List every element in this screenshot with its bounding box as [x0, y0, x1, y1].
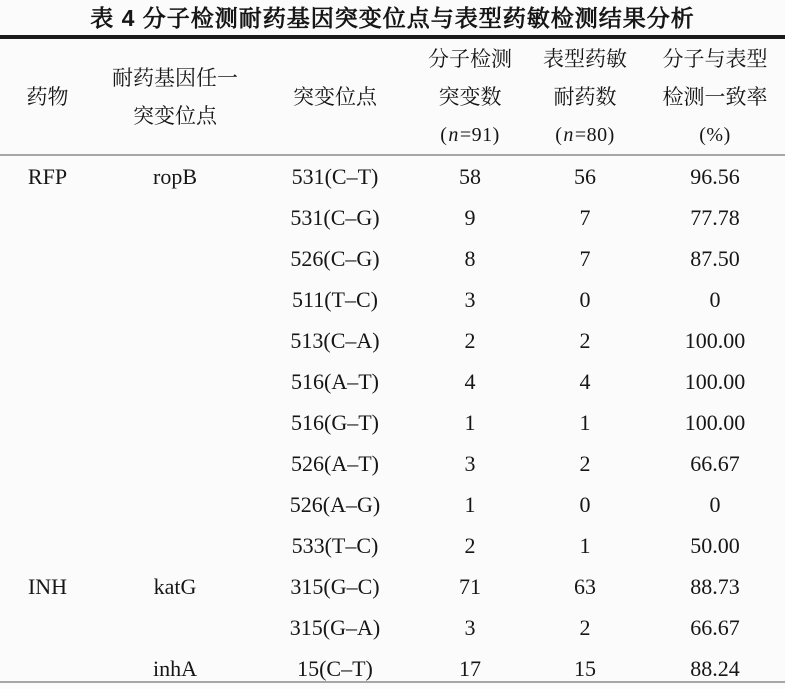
- column-header-label: 分子与表型: [662, 46, 768, 71]
- column-header-phenotypic-dst: [525, 39, 645, 154]
- molecular-count-cell: 2: [464, 328, 476, 353]
- site-cell: 15(C–T): [297, 656, 373, 681]
- column-header-label: 检测一致率: [662, 84, 768, 109]
- count-value: =80): [574, 123, 615, 146]
- gene-cell: [95, 525, 255, 566]
- gene-cell: inhA: [153, 656, 197, 681]
- table-row: [0, 525, 785, 566]
- drug-cell: [0, 320, 95, 361]
- phenotypic-count-cell: 1: [579, 410, 591, 435]
- table-header: [0, 39, 785, 156]
- gene-cell: [95, 320, 255, 361]
- table-row: [0, 484, 785, 525]
- table-row: [0, 279, 785, 320]
- phenotypic-count-cell: 56: [574, 164, 596, 189]
- phenotypic-count-cell: 7: [579, 246, 591, 271]
- concordance-cell: 88.24: [690, 656, 740, 681]
- concordance-cell: 100.00: [684, 369, 746, 394]
- sample-count-label: [555, 116, 615, 154]
- sample-count-label: [440, 116, 500, 154]
- gene-cell: [95, 484, 255, 525]
- molecular-count-cell: 1: [464, 410, 476, 435]
- column-header-drug: [0, 39, 95, 154]
- site-cell: 526(A–T): [291, 451, 379, 476]
- drug-cell: [0, 197, 95, 238]
- gene-cell: [95, 402, 255, 443]
- column-header-label: 突变位点: [133, 103, 217, 128]
- drug-cell: [0, 607, 95, 648]
- concordance-cell: 77.78: [690, 205, 740, 230]
- drug-cell: [0, 525, 95, 566]
- column-header-molecular-detection: [415, 39, 525, 154]
- site-cell: 526(C–G): [290, 246, 380, 271]
- site-cell: 531(C–T): [291, 164, 379, 189]
- site-cell: 315(G–A): [289, 615, 381, 640]
- column-header-label: 耐药数: [553, 84, 617, 109]
- molecular-count-cell: 71: [459, 574, 481, 599]
- phenotypic-count-cell: 0: [579, 287, 591, 312]
- site-cell: 526(A–G): [289, 492, 381, 517]
- table-row: [0, 238, 785, 279]
- count-value: =91): [459, 123, 500, 146]
- concordance-cell: 96.56: [690, 164, 740, 189]
- table-title: 表 4 分子检测耐药基因突变位点与表型药敏检测结果分析: [90, 5, 695, 31]
- table-row: [0, 361, 785, 402]
- column-header-label: 突变位点: [293, 84, 377, 109]
- site-cell: 511(T–C): [292, 287, 378, 312]
- column-header-label: 表型药敏: [543, 46, 627, 71]
- table-row: [0, 402, 785, 443]
- site-cell: 516(A–T): [291, 369, 379, 394]
- percent-unit-label: (%): [699, 123, 731, 146]
- molecular-count-cell: 2: [464, 533, 476, 558]
- table-row: [0, 197, 785, 238]
- gene-cell: [95, 238, 255, 279]
- table-row: [0, 156, 785, 197]
- gene-cell: [95, 361, 255, 402]
- table-row: [0, 566, 785, 607]
- site-cell: 531(C–G): [290, 205, 380, 230]
- phenotypic-count-cell: 2: [579, 328, 591, 353]
- site-cell: 516(G–T): [291, 410, 379, 435]
- molecular-count-cell: 1: [464, 492, 476, 517]
- drug-cell: [0, 402, 95, 443]
- molecular-count-cell: 4: [464, 369, 476, 394]
- concordance-cell: 88.73: [690, 574, 740, 599]
- phenotypic-count-cell: 63: [574, 574, 596, 599]
- drug-cell: RFP: [27, 164, 68, 189]
- n-variable: n: [563, 123, 574, 146]
- gene-cell: [95, 197, 255, 238]
- concordance-cell: 100.00: [684, 410, 746, 435]
- concordance-cell: 50.00: [690, 533, 740, 558]
- molecular-count-cell: 3: [464, 287, 476, 312]
- drug-cell: [0, 279, 95, 320]
- drug-cell: [0, 484, 95, 525]
- concordance-cell: 0: [709, 287, 721, 312]
- phenotypic-count-cell: 15: [574, 656, 596, 681]
- paren-open: (: [555, 123, 563, 146]
- table-row: [0, 607, 785, 648]
- phenotypic-count-cell: 4: [579, 369, 591, 394]
- table-bottom-rule: [0, 681, 785, 683]
- phenotypic-count-cell: 2: [579, 451, 591, 476]
- paren-open: (: [440, 123, 448, 146]
- column-header-label: 分子检测: [428, 46, 512, 71]
- site-cell: 533(T–C): [291, 533, 379, 558]
- concordance-cell: 66.67: [690, 451, 740, 476]
- phenotypic-count-cell: 1: [579, 533, 591, 558]
- drug-cell: INH: [27, 574, 68, 599]
- gene-cell: ropB: [153, 164, 197, 189]
- drug-cell: [0, 443, 95, 484]
- drug-cell: [0, 361, 95, 402]
- concordance-cell: 0: [709, 492, 721, 517]
- site-cell: 513(C–A): [290, 328, 380, 353]
- gene-cell: [95, 279, 255, 320]
- concordance-cell: 100.00: [684, 328, 746, 353]
- n-variable: n: [448, 123, 459, 146]
- column-header-mutation-site: [255, 39, 415, 154]
- site-cell: 315(G–C): [290, 574, 380, 599]
- table-row: [0, 443, 785, 484]
- molecular-count-cell: 9: [464, 205, 476, 230]
- molecular-count-cell: 8: [464, 246, 476, 271]
- column-header-label: 耐药基因任一: [112, 65, 238, 90]
- column-header-label: 药物: [26, 84, 69, 109]
- phenotypic-count-cell: 7: [579, 205, 591, 230]
- phenotypic-count-cell: 2: [579, 615, 591, 640]
- gene-cell: katG: [153, 574, 197, 599]
- column-header-concordance-rate: [645, 39, 785, 154]
- column-header-label: 突变数: [438, 84, 502, 109]
- column-header-resistance-gene: [95, 39, 255, 154]
- gene-cell: [95, 607, 255, 648]
- gene-cell: [95, 443, 255, 484]
- molecular-count-cell: 58: [459, 164, 481, 189]
- molecular-count-cell: 3: [464, 615, 476, 640]
- drug-cell: [0, 238, 95, 279]
- concordance-cell: 87.50: [690, 246, 740, 271]
- molecular-count-cell: 3: [464, 451, 476, 476]
- concordance-cell: 66.67: [690, 615, 740, 640]
- table-row: [0, 320, 785, 361]
- phenotypic-count-cell: 0: [579, 492, 591, 517]
- molecular-count-cell: 17: [459, 656, 481, 681]
- table-body: [0, 156, 785, 689]
